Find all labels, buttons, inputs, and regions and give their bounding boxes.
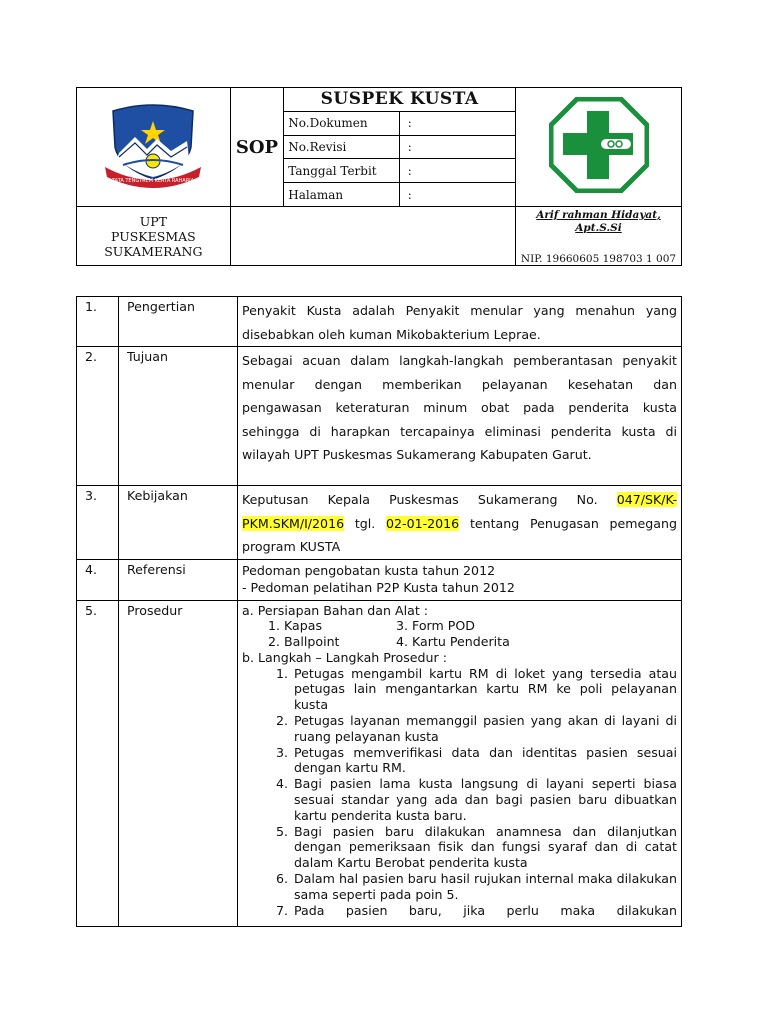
section-number: 5. xyxy=(77,600,119,926)
reference-line: Pedoman pengobatan kusta tahun 2012 xyxy=(242,562,496,578)
list-item: 7. Pada pasien baru, jika perlu maka dilakukan xyxy=(275,902,677,918)
list-item: 4. Kartu Penderita xyxy=(396,634,510,650)
signer-title: Apt.S.Si xyxy=(575,222,622,234)
section-number: 3. xyxy=(77,486,119,560)
list-item: 4. Bagi pasien lama kusta langsung di layani seperti biasa sesuai standar yang ada dan bagi pasien baru dibuatkan kartu penderita kusta baru. xyxy=(275,776,677,823)
section-label: Prosedur xyxy=(119,600,238,926)
kebijakan-text-mid: tgl. xyxy=(344,515,386,531)
list-item: 1. Petugas mengambil kartu RM di loket yang tersedia atau petugas lain mengantarkan kartu RM ke poli pelayanan kusta xyxy=(275,665,677,713)
signer-name: Arif rahman Hidayat, xyxy=(536,209,661,221)
puskesmas-logo-cell xyxy=(516,88,682,207)
steps-heading: b. Langkah – Langkah Prosedur : xyxy=(242,649,447,665)
section-text-referensi xyxy=(238,559,682,600)
list-item: 5. Bagi pasien baru dilakukan anamnesa dan dilanjutkan dengan pemeriksaan fisik dan fungsi syaraf dan di catat dalam Kartu Berobat penderita kusta xyxy=(275,823,677,871)
section-number: 1. xyxy=(77,297,119,347)
section-row-tujuan xyxy=(77,347,682,486)
section-text-prosedur xyxy=(238,600,682,926)
decree-date-highlight: 02-01-2016 xyxy=(386,515,460,531)
meta-value-tanggal-terbit: : xyxy=(399,159,515,183)
meta-label-no-dokumen: No.Dokumen xyxy=(284,111,400,135)
garut-regency-emblem-icon xyxy=(101,101,205,189)
organization-name xyxy=(77,207,231,266)
section-text-kebijakan xyxy=(238,486,682,560)
decree-number-highlight: 047/SK/K-PKM.SKM/I/2016 xyxy=(242,492,677,531)
org-line-sukamerang: SUKAMERANG xyxy=(104,243,203,259)
org-line-upt: UPT xyxy=(139,213,168,229)
section-label: Tujuan xyxy=(119,347,238,486)
section-number: 2. xyxy=(77,347,119,486)
section-label: Pengertian xyxy=(119,297,238,347)
kebijakan-text-after: tentang Penugasan pemegang program KUSTA xyxy=(242,515,677,554)
org-line-puskesmas: PUSKESMAS xyxy=(111,228,196,244)
meta-value-no-dokumen: : xyxy=(399,111,515,135)
sop-content-table xyxy=(76,296,682,927)
materials-heading: a. Persiapan Bahan dan Alat : xyxy=(242,602,429,618)
list-item: 3. Form POD xyxy=(396,618,475,634)
section-row-kebijakan xyxy=(77,486,682,560)
kebijakan-text-before: Keputusan Kepala Puskesmas Sukamerang No. xyxy=(242,492,617,507)
materials-list xyxy=(242,618,677,650)
section-text-tujuan: Sebagai acuan dalam langkah-langkah pemberantasan penyakit menular dengan memberikan pelayanan kesehatan dan pengawasan keteraturan minum obat pada penderita kusta sehingga di harapkan tercapainya eliminasi penderita kusta di wilayah UPT Puskesmas Sukamerang Kabupaten Garut. xyxy=(238,347,682,486)
section-label: Referensi xyxy=(119,559,238,600)
list-item: 2. Petugas layanan memanggil pasien yang akan di layani di ruang pelayanan kusta xyxy=(275,713,677,744)
signature-cell xyxy=(516,207,682,266)
meta-value-halaman: : xyxy=(399,183,515,207)
blank-cell xyxy=(230,207,515,266)
section-label: Kebijakan xyxy=(119,486,238,560)
regency-emblem-cell xyxy=(77,88,231,207)
meta-label-tanggal-terbit: Tanggal Terbit xyxy=(284,159,400,183)
section-number: 4. xyxy=(77,559,119,600)
list-item: 3. Petugas memverifikasi data dan identitas pasien sesuai dengan kartu RM. xyxy=(275,744,677,776)
reference-line: - Pedoman pelatihan P2P Kusta tahun 2012 xyxy=(242,579,515,595)
procedure-steps-list xyxy=(242,666,677,919)
sop-header-table xyxy=(76,87,682,266)
section-row-referensi xyxy=(77,559,682,600)
sop-label: SOP xyxy=(230,88,284,207)
meta-value-no-revisi: : xyxy=(399,135,515,159)
meta-label-halaman: Halaman xyxy=(284,183,400,207)
section-text-pengertian: Penyakit Kusta adalah Penyakit menular yang menahun yang disebabkan oleh kuman Mikobakterium Leprae. xyxy=(238,297,682,347)
list-item: 2. Ballpoint xyxy=(268,634,340,650)
emblem-motto: TATA TENGTREM KERTA RAHARJA xyxy=(112,178,195,184)
section-row-prosedur xyxy=(77,600,682,926)
section-row-pengertian xyxy=(77,297,682,347)
signer-nip: NIP. 19660605 198703 1 007 xyxy=(520,253,677,265)
document-title: SUSPEK KUSTA xyxy=(284,88,516,112)
list-item: 6. Dalam hal pasien baru hasil rujukan internal maka dilakukan sama seperti pada poin 5. xyxy=(275,871,677,902)
meta-label-no-revisi: No.Revisi xyxy=(284,135,400,159)
puskesmas-logo-icon xyxy=(549,97,649,193)
list-item: 1. Kapas xyxy=(268,618,323,634)
